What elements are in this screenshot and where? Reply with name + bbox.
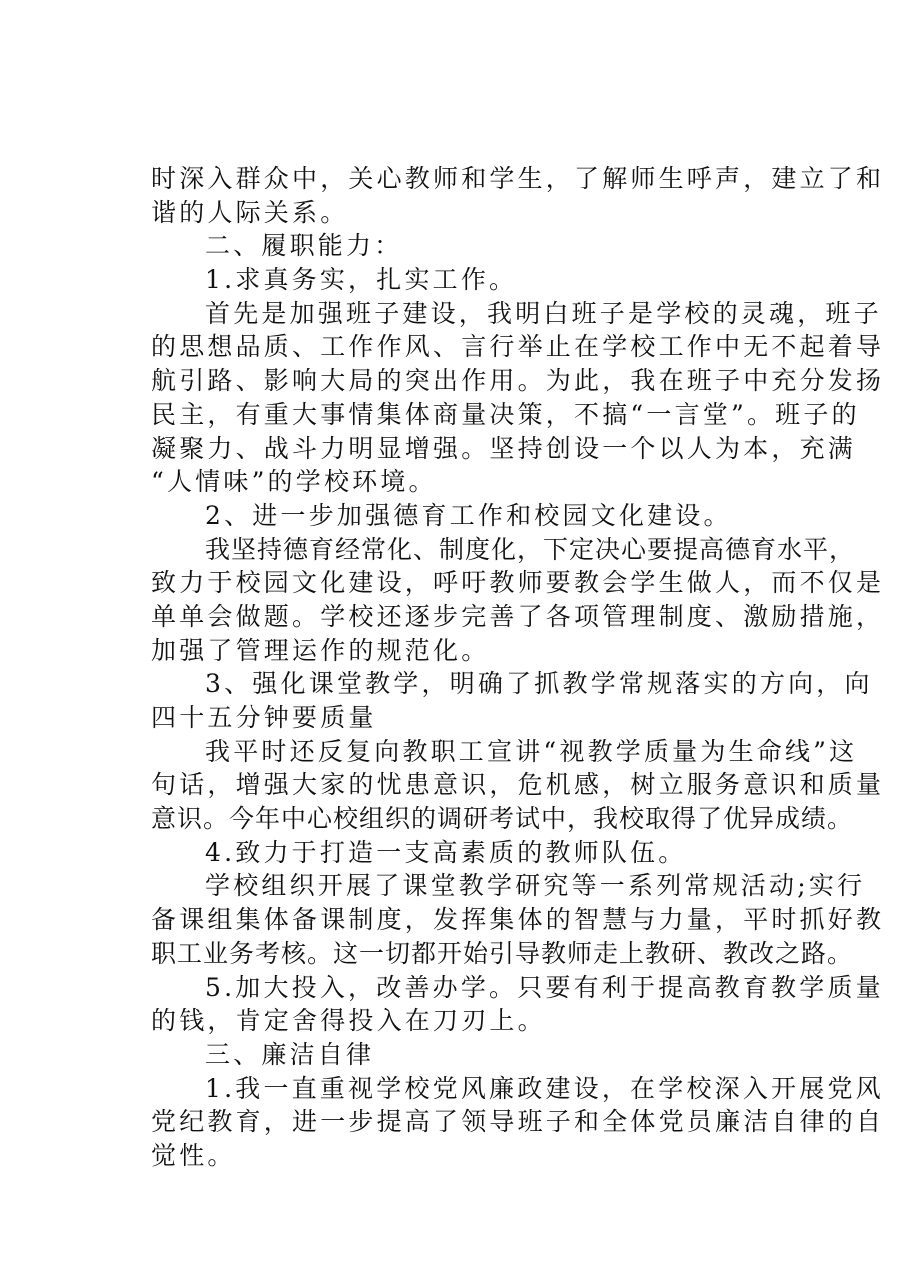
document-body — [151, 162, 885, 1173]
text-line: 觉性。 — [151, 1140, 236, 1170]
text-line: 我平时还反复向教职工宣讲“视教学质量为生命线”这 — [205, 736, 858, 766]
subsection-heading: 4.致力于打造一支高素质的教师队伍。 — [205, 837, 687, 867]
subsection-heading: 1.求真务实，扎实工作。 — [205, 265, 518, 295]
subsection-heading: 1.我一直重视学校党风廉政建设，在学校深入开展党风 — [205, 1073, 884, 1103]
text-line: 致力于校园文化建设，呼吁教师要教会学生做人，而不仅是 — [151, 568, 885, 598]
text-line: 单单会做题。学校还逐步完善了各项管理制度、激励措施， — [151, 601, 885, 631]
text-line: 句话，增强大家的忧患意识，危机感，树立服务意识和质量 — [151, 770, 885, 800]
text-line: 职工业务考核。这一切都开始引导教师走上教研、教改之路。 — [151, 938, 854, 968]
subsection-heading: 2、进一步加强德育工作和校园文化建设。 — [205, 500, 732, 530]
section-heading: 三、廉洁自律 — [205, 1039, 375, 1069]
text-line: 学校组织开展了课堂教学研究等一系列常规活动;实行 — [205, 871, 866, 901]
text-line: 航引路、影响大局的突出作用。为此，我在班子中充分发扬 — [151, 366, 885, 396]
text-line: 加强了管理运作的规范化。 — [151, 635, 490, 665]
text-line: 凝聚力、战斗力明显增强。坚持创设一个以人为本，充满 — [151, 433, 857, 463]
section-heading: 二、履职能力： — [205, 231, 403, 261]
text-line: 时深入群众中，关心教师和学生，了解师生呼声，建立了和 — [151, 164, 885, 193]
subsection-heading: 3、强化课堂教学，明确了抓教学常规落实的方向，向 — [205, 669, 873, 699]
subsection-heading: 5.加大投入，改善办学。只要有利于提高教育教学质量 — [205, 972, 884, 1002]
text-line: 四十五分钟要质量 — [151, 703, 377, 732]
text-line: 谐的人际关系。 — [151, 197, 349, 227]
text-line: 民主，有重大事情集体商量决策，不搞“一言堂”。班子的 — [151, 399, 860, 429]
text-line: “人情味”的学校环境。 — [151, 467, 437, 497]
text-line: 意识。今年中心校组织的调研考试中，我校取得了优异成绩。 — [151, 804, 854, 834]
text-line: 备课组集体备课制度，发挥集体的智慧与力量，平时抓好教 — [151, 905, 885, 935]
text-line: 党纪教育，进一步提高了领导班子和全体党员廉洁自律的自 — [151, 1107, 885, 1137]
text-line: 的钱，肯定舍得投入在刀刃上。 — [151, 1006, 546, 1036]
text-line: 首先是加强班子建设，我明白班子是学校的灵魂，班子 — [205, 298, 882, 328]
text-line: 我坚持德育经常化、制度化，下定决心要提高德育水平， — [205, 534, 856, 564]
text-line: 的思想品质、工作作风、言行举止在学校工作中无不起着导 — [151, 332, 885, 362]
